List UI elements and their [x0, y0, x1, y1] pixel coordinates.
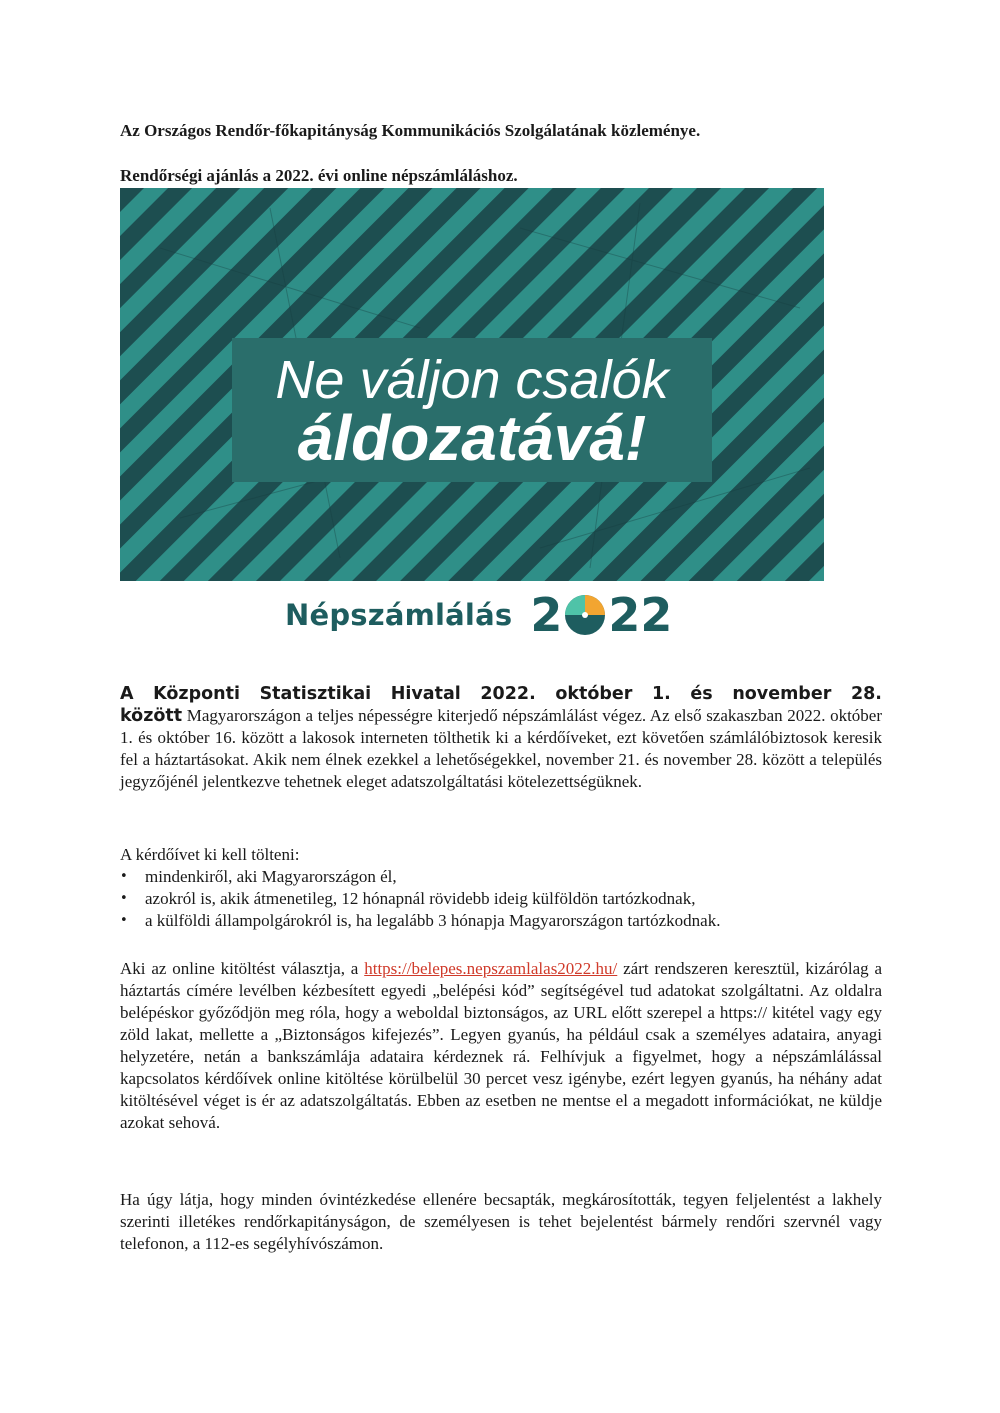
list-intro: A kérdőívet ki kell tölteni: [120, 845, 300, 864]
announcement-subheading: Rendőrségi ajánlás a 2022. évi online népszámláláshoz. [120, 166, 518, 185]
announcement-heading: Az Országos Rendőr-főkapitányság Kommunikációs Szolgálatának közleménye. [120, 121, 701, 140]
list-item: • mindenkiről, aki Magyarországon él, [120, 867, 397, 886]
banner-line1: Ne váljon csalók [275, 350, 669, 410]
paragraph1-body [120, 705, 882, 793]
bullet-icon: • [120, 869, 128, 884]
lead-word: október [555, 684, 633, 704]
logo-year-right: 22 [608, 588, 673, 642]
lead-word: 1. [652, 684, 671, 704]
census-login-link[interactable]: https://belepes.nepszamlalas2022.hu/ [364, 959, 618, 978]
logo-year-left: 2 [530, 588, 563, 642]
lead-word: A [120, 684, 134, 704]
paragraph2-after: zárt rendszeren keresztül, kizárólag a háztartás címére levélben kézbesített egyedi „belépési kód” segítségével tud adatokat szolgáltatni. Az oldalra belépéskor győződjön meg róla, hogy a weboldal biztonságos, az URL előtt szerepel a https:// kitétel vagy egy zöld lakat, mellette a „Biztonságos kifejezés”. Legyen gyanús, ha például csak a személyes adataira, anyagi helyzetére, netán a bankszámlája adataira kérdeznek rá. Felhívjuk a figyelmet, hogy a népszámlálással kapcsolatos kérdőívek online kitöltése körülbelül 30 percet vesz igénybe, ezért legyen gyanús, ha néhány adat kitöltésével véget is ér az adatszolgáltatás. Ebben az esetben ne mentse el a megadott információkat, ne küldje azokat sehová. [120, 959, 883, 1132]
lead-line [120, 683, 882, 705]
lead-word: november [732, 684, 832, 704]
warning-banner-image [120, 188, 824, 581]
striped-background [120, 188, 824, 581]
lead-word: 2022. [480, 684, 536, 704]
list-item: • azokról is, akik átmenetileg, 12 hónapnál rövidebb ideig külföldön tartózkodnak, [120, 889, 696, 908]
census-logo [285, 590, 672, 640]
lead-word: és [690, 684, 713, 704]
requirements-list [120, 866, 720, 932]
logo-zero-icon [563, 593, 607, 637]
lead-word: Statisztikai [259, 684, 372, 704]
paragraph2-before: Aki az online kitöltést választja, a [120, 959, 359, 978]
lead-word: Hivatal [390, 684, 461, 704]
logo-year [530, 588, 673, 642]
list-item: • a külföldi állampolgárokról is, ha legalább 3 hónapja Magyarországon tartózkodnak. [120, 911, 721, 930]
paragraph-census-dates [120, 683, 882, 793]
bullet-icon: • [120, 913, 128, 928]
banner-line2: áldozatává! [297, 402, 647, 474]
paragraph-report-fraud: Ha úgy látja, hogy minden óvintézkedése ellenére becsapták, megkárosították, tegyen feljelentést a lakhely szerinti illetékes rendőrkapitányságon, de személyesen is tehet bejelentést bármely rendőri szervnél vagy telefonon, a 112-es segélyhívószámon. [120, 1190, 882, 1253]
lead-word: Központi [153, 684, 240, 704]
lead-word: 28. [850, 684, 882, 704]
bullet-icon: • [120, 891, 128, 906]
lead-end: között [120, 706, 183, 726]
logo-word: Népszámlálás [285, 598, 513, 632]
paragraph1-rest: Magyarországon a teljes népességre kiterjedő népszámlálást végez. Az első szakaszban 2022. október 1. és október 16. között a lakosok interneten tölthetik ki a kérdőíveket, ezt követően számlálóbiztosok keresik fel a háztartásokat. Akik nem élnek ezekkel a lehetőségekkel, november 21. és november 28. között a település jegyzőjénél jelentkezve tehetnek eleget adatszolgáltatási kötelezettségüknek. [120, 706, 883, 791]
paragraph-online-safety [120, 958, 882, 1134]
